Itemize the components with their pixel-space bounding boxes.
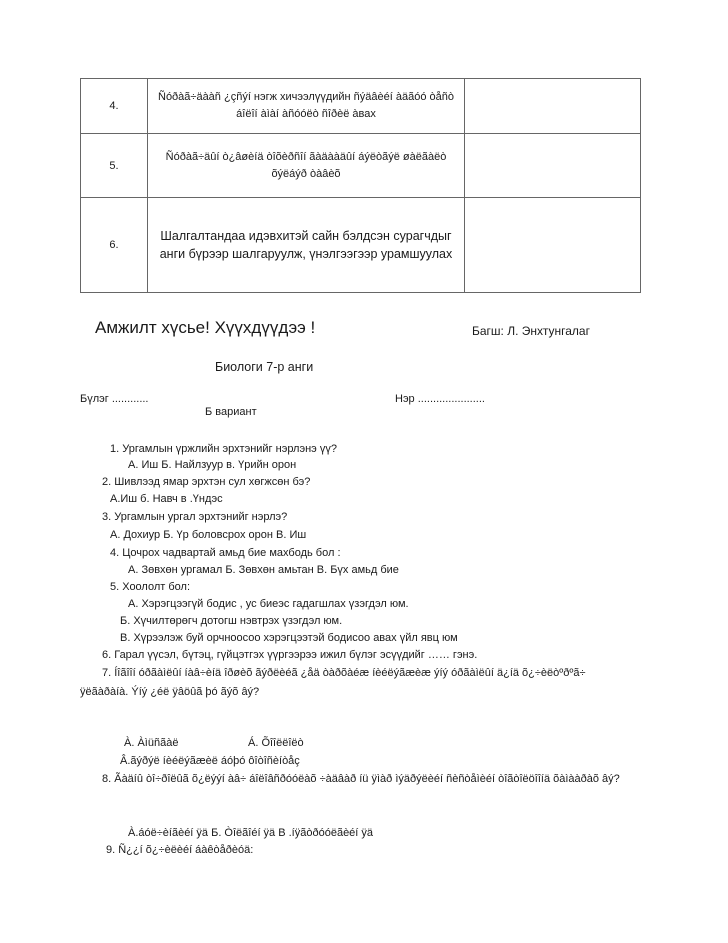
question-3: 3. Ургамлын ургал эрхтэнийг нэрлэ? (102, 511, 288, 523)
activity-table (80, 78, 641, 293)
question-1: 1. Ургамлын үржлийн эрхтэнийг нэрлэнэ үү? (110, 443, 337, 455)
row-task: Шалгалтандаа идэвхитэй сайн бэлдсэн сурагчдыг анги бүрээр шалгаруулж, үнэлгээгээр урамшуулах (148, 198, 465, 293)
row-task: Ñóðàã÷äûí ò¿âøèíä òîõèðñîí ãàäààäûí áýëòãýë øàëãàëò õýëáýð òàâèõ (148, 134, 465, 198)
question-7-option-a: À. Àìüñãàë (124, 737, 179, 749)
question-6: 6. Гарал үүсэл, бүтэц, гүйцэтгэх үүргээрээ ижил бүлэг эсүүдийг …… гэнэ. (102, 649, 478, 661)
question-8: 8. Ãàäíû òî÷ðîëûã õ¿ëýýí àâ÷ áîëîâñðóóëàõ ÷àäâàð íü ÿìàð ìýäðýëèéí ñèñòåìèéí òîãòîëöîîíä õàìààðàõ âý? (102, 773, 620, 785)
name-label: Нэр ...................... (395, 393, 485, 405)
question-5-option-b: Б. Хүчилтөрөгч дотогш нэвтрэх үзэгдэл юм. (120, 615, 343, 627)
empty-cell (465, 198, 641, 293)
question-8-options: À.áóë÷èíãèéí ÿä Б. Òîëãîéí ÿä В .íÿãòðóóëãèéí ÿä (128, 827, 374, 839)
question-5: 5. Хоололт бол: (110, 581, 191, 593)
greeting: Амжилт хүсье! Хүүхдүүдээ ! (95, 318, 316, 337)
table-row (81, 134, 641, 198)
row-number: 6. (81, 198, 148, 293)
question-1-options: А. Иш Б. Найлзуур в. Үрийн орон (128, 459, 297, 471)
empty-cell (465, 134, 641, 198)
variant-title: Б вариант (205, 406, 257, 418)
question-2: 2. Шивлээд ямар эрхтэн сул хөгжсөн бэ? (102, 476, 311, 488)
subject-title: Биологи 7-р анги (215, 360, 314, 374)
question-9: 9. Ñ¿¿í õ¿÷èëèéí áàêòåðèóä: (106, 844, 254, 856)
question-5-option-a: А. Хэрэгцээгүй бодис , ус биеэс гадагшлах үзэгдэл юм. (128, 598, 409, 610)
table-row (81, 198, 641, 293)
question-7-option-b: Á. Õîîëëîëò (248, 737, 304, 749)
question-7-option-c: Â.ãýðýë íèéëýãæèë áóþó ôîòîñèíòåç (120, 755, 300, 767)
row-number: 5. (81, 134, 148, 198)
question-5-option-c: В. Хүрээлэж буй орчноосоо хэрэгцээтэй бодисоо авах үйл явц юм (120, 632, 458, 644)
question-3-options: А. Дохиур Б. Үр боловсрох орон В. Иш (110, 529, 307, 541)
row-number: 4. (81, 79, 148, 134)
table-row (81, 79, 641, 134)
teacher-name: Багш: Л. Энхтунгалаг (472, 324, 590, 338)
group-label: Бүлэг ............ (80, 393, 149, 405)
question-7: 7. Íîãîîí óðãàìëûí íàâ÷èíä îðøèõ ãýðëèéã ¿åä òàðõàéæ íèéëýãæèæ ýíý óðãàìëûí ä¿íä õ¿÷èëòºðºã÷ ÿëãàðàíà. Ýíý ¿éë ÿâöûã þó ãýõ âý? (80, 667, 586, 698)
question-2-options: А.Иш б. Навч в .Үндэс (110, 493, 223, 505)
empty-cell (465, 79, 641, 134)
question-4-options: А. Зөвхөн ургамал Б. Зөвхөн амьтан В. Бүх амьд бие (128, 564, 399, 576)
row-task: Ñóðàã÷äààñ ¿çñýí нэгж хичээлүүдийн ñýäâèéí àäãóó òåñò áîëîí àìàí àñóóëò ñîðèë àвах (148, 79, 465, 134)
question-4: 4. Цочрох чадвартай амьд бие махбодь бол : (110, 547, 341, 559)
